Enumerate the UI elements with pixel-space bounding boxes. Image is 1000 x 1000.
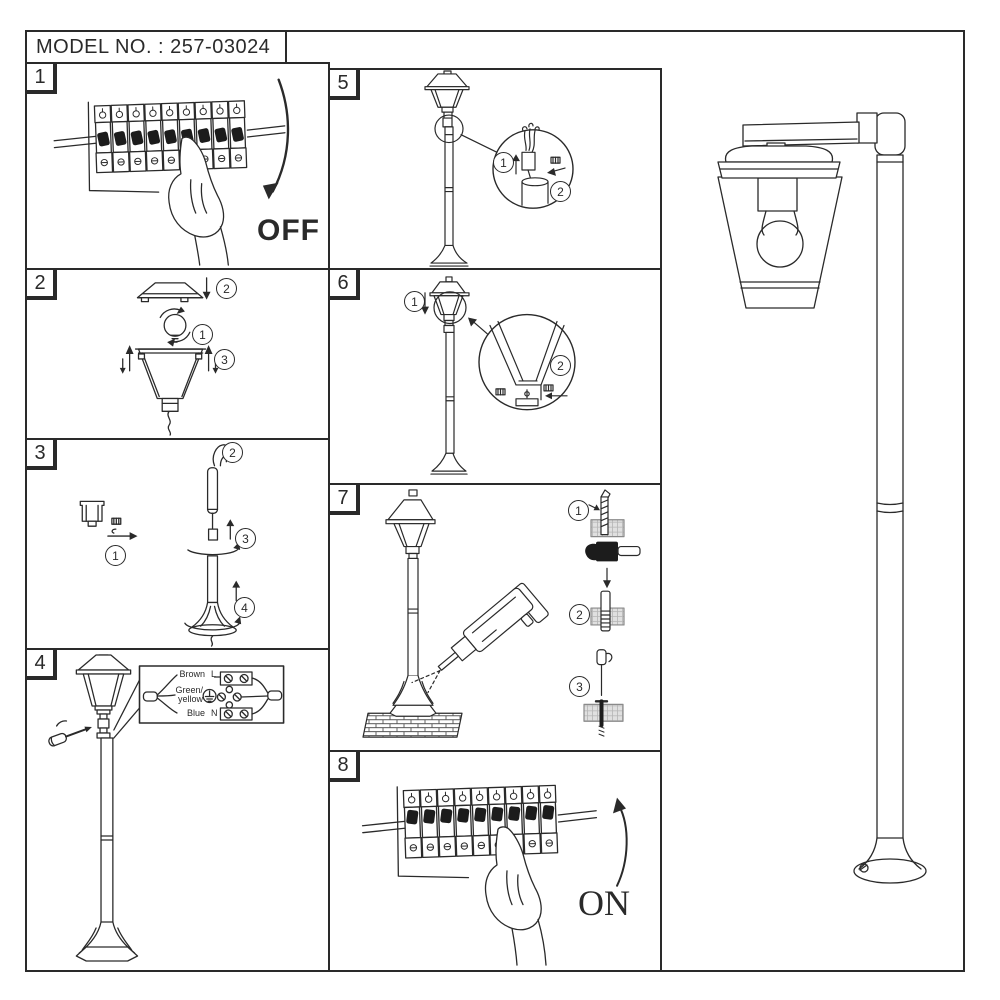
product-overview-illustration [660, 30, 965, 972]
screw-fix-step [584, 650, 623, 736]
lamp-post-icon [425, 71, 469, 266]
screw-icon [544, 385, 553, 391]
panel-step-3 [25, 438, 330, 650]
hammer-plug-step [585, 542, 640, 631]
brick-ground [363, 713, 462, 737]
screw-icon [496, 389, 505, 395]
drill-icon [412, 582, 549, 692]
lamp-shade-icon [136, 349, 206, 435]
model-number-label: MODEL NO. : 257-03024 [36, 35, 271, 58]
step-number-badge: 5 [328, 68, 358, 98]
panel-step-8 [328, 750, 662, 972]
arrow-right-icon [108, 529, 138, 540]
post-pole [854, 113, 926, 883]
earth-wire-label-1: Green/ [175, 685, 203, 695]
step-marker-1: 1 [493, 152, 514, 173]
off-direction-arrow-icon [263, 80, 288, 200]
step-marker-1: 1 [192, 324, 213, 345]
screw-icon [551, 157, 560, 163]
earth-wire-label-2: yellow [177, 694, 203, 704]
step-number-badge: 3 [25, 438, 55, 468]
on-direction-arrow-icon [613, 798, 627, 886]
panel-step-2 [25, 268, 330, 440]
step-marker-2: 2 [550, 355, 571, 376]
lamp-lid-icon [138, 283, 203, 302]
blue-wire-label: Blue [186, 708, 205, 718]
on-label: ON [578, 883, 630, 923]
step-number-badge: 4 [25, 648, 55, 678]
lamp-post-icon [430, 277, 469, 474]
brown-wire-label: Brown [179, 669, 205, 679]
upper-pole-icon [208, 468, 218, 529]
off-label: OFF [257, 214, 320, 247]
lantern-mount-illustration [330, 270, 660, 483]
magnifier-pointer-arrow [468, 318, 488, 335]
screwdriver-icon [48, 723, 94, 747]
arrow-down-icon [203, 278, 211, 300]
pole-assembly-illustration [27, 440, 328, 648]
step-marker-1: 1 [568, 500, 589, 521]
step-number-badge: 2 [25, 268, 55, 298]
screw-icon [112, 518, 121, 524]
post-arm [743, 113, 877, 151]
circuit-breaker-row [53, 96, 287, 196]
panel-step-6 [328, 268, 662, 485]
lower-pole-icon [208, 556, 218, 603]
step-marker-1: 1 [404, 291, 425, 312]
step-marker-2: 2 [550, 181, 571, 202]
model-number-box [25, 30, 287, 64]
step-number-badge: 1 [25, 62, 55, 92]
socket-cup-icon [80, 501, 104, 526]
panel-step-5 [328, 68, 662, 270]
step-marker-2: 2 [216, 278, 237, 299]
lamp-head-exploded-illustration [27, 270, 328, 438]
step-marker-2: 2 [222, 442, 243, 463]
drill-hole-step [589, 490, 624, 537]
step-number-badge: 7 [328, 483, 358, 513]
step-marker-4: 4 [234, 597, 255, 618]
lamp-post-icon [386, 490, 436, 716]
lantern [718, 146, 842, 308]
step-marker-1: 1 [105, 545, 126, 566]
panel-step-7 [328, 483, 662, 752]
product-overview [660, 30, 965, 972]
step-number-badge: 6 [328, 268, 358, 298]
turn-arrow-icon [57, 721, 67, 726]
live-terminal-label: L [211, 669, 217, 679]
arrow-up-down-left-icon [120, 345, 134, 374]
step-marker-3: 3 [569, 676, 590, 697]
coupler-icon [188, 519, 240, 554]
panel-step-4 [25, 648, 330, 972]
step-marker-3: 3 [214, 349, 235, 370]
step-marker-3: 3 [235, 528, 256, 549]
bulb-icon [160, 307, 190, 347]
ground-fixing-illustration [330, 485, 660, 750]
breaker-on-illustration [330, 752, 660, 970]
magnifier-link-line [461, 135, 497, 153]
circuit-breaker-row [361, 780, 598, 881]
neutral-terminal-label: N [211, 708, 218, 718]
step-number-badge: 8 [328, 750, 358, 780]
panel-step-1 [25, 62, 330, 270]
step-marker-2: 2 [569, 604, 590, 625]
